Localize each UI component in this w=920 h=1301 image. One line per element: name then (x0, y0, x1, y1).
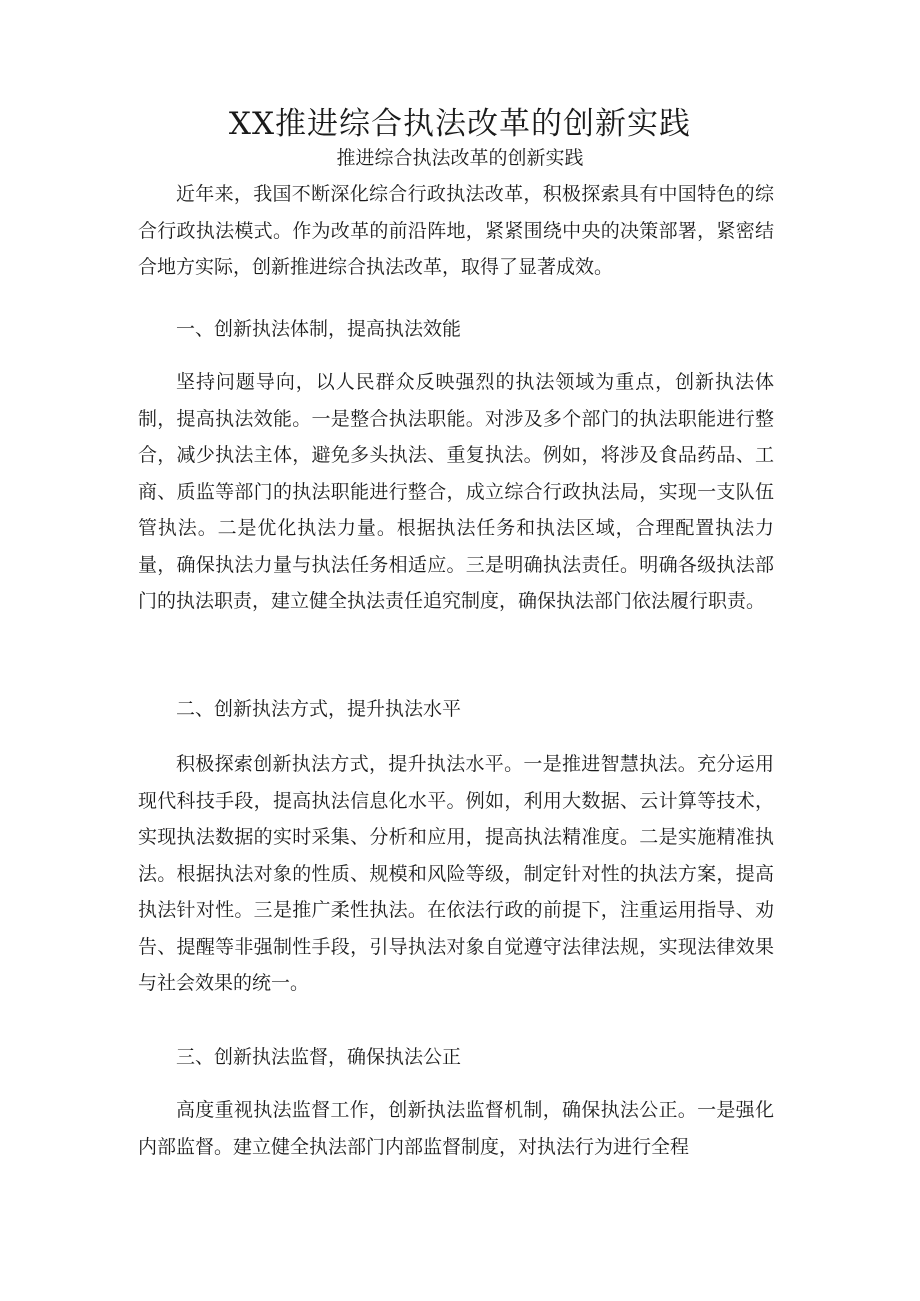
document-title: XX推进综合执法改革的创新实践 (228, 106, 692, 142)
section-paragraph: 坚持问题导向，以人民群众反映强烈的执法领域为重点，创新执法体制，提高执法效能。一是整合执法职能。对涉及多个部门的执法职能进行整合，减少执法主体，避免多头执法、重复执法。例如，将涉及食品药品、工商、质监等部门的执法职能进行整合，成立综合行政执法局，实现一支队伍管执法。二是优化执法力量。根据执法任务和执法区域，合理配置执法力量，确保执法力量与执法任务相适应。三是明确执法责任。明确各级执法部门的执法职责，建立健全执法责任追究制度，确保执法部门依法履行职责。 (138, 371, 774, 612)
section-paragraph: 高度重视执法监督工作，创新执法监督机制，确保执法公正。一是强化内部监督。建立健全执法部门内部监督制度，对执法行为进行全程 (138, 1099, 774, 1158)
intro-paragraph: 近年来，我国不断深化综合行政执法改革，积极探索具有中国特色的综合行政执法模式。作为改革的前沿阵地，紧紧围绕中央的决策部署，紧密结合地方实际，创新推进综合执法改革，取得了显著成效。 (138, 183, 774, 278)
section-heading: 一、创新执法体制，提高执法效能 (176, 318, 462, 340)
section-heading: 二、创新执法方式，提升执法水平 (176, 698, 462, 720)
document-subtitle: 推进综合执法改革的创新实践 (336, 147, 584, 169)
section-paragraph: 积极探索创新执法方式，提升执法水平。一是推进智慧执法。充分运用现代科技手段，提高执法信息化水平。例如，利用大数据、云计算等技术，实现执法数据的实时采集、分析和应用，提高执法精准度。二是实施精准执法。根据执法对象的性质、规模和风险等级，制定针对性的执法方案，提高执法针对性。三是推广柔性执法。在依法行政的前提下，注重运用指导、劝告、提醒等非强制性手段，引导执法对象自觉遵守法律法规，实现法律效果与社会效果的统一。 (138, 753, 774, 994)
section-heading: 三、创新执法监督，确保执法公正 (176, 1046, 462, 1068)
